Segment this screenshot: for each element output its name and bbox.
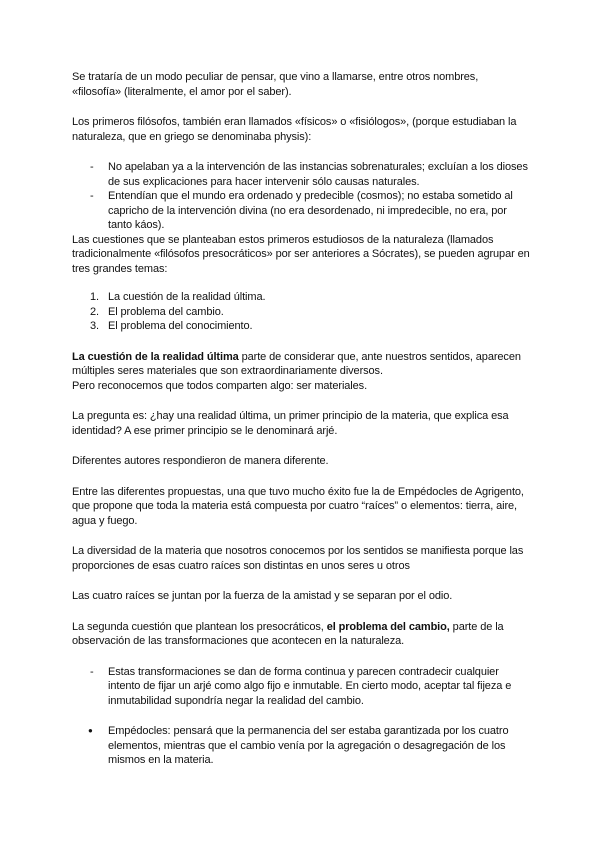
list-text: La cuestión de la realidad última. xyxy=(108,291,266,303)
bold-term: La cuestión de la realidad última xyxy=(72,350,239,363)
list-number: 3. xyxy=(90,320,99,332)
list-item xyxy=(72,305,530,320)
paragraph-text: parte de la observación de las transformaciones que acontecen en la naturaleza. xyxy=(72,620,504,647)
paragraph-raices: Las cuatro raíces se juntan por la fuerza de la amistad y se separan por el odio. xyxy=(72,590,453,602)
paragraph-autores: Diferentes autores respondieron de manera diferente. xyxy=(72,455,329,467)
list-text: El problema del cambio. xyxy=(108,305,224,318)
dash-list-characteristics xyxy=(72,160,530,233)
list-item: - Entendían que el mundo era ordenado y predecible (cosmos); no estaba sometido al capricho de la intervención divina (no era desordenado, ni impredecible, no era, por tanto káos). xyxy=(72,189,530,233)
list-item: ● Empédocles: pensará que la permanencia del ser estaba garantizada por los cuatro elementos, mientras que el cambio venía por la agregación o desagregación de los mismos en la materia. xyxy=(72,724,530,768)
paragraph-primeros-filosofos: Los primeros filósofos, también eran llamados «físicos» o «fisiólogos», (porque estudiaban la naturaleza, que en griego se denominaba physis): xyxy=(72,116,517,143)
paragraph-empedocles: Entre las diferentes propuestas, una que tuvo mucho éxito fue la de Empédocles de Agrigento, que propone que toda la materia está compuesta por cuatro “raíces” o elementos: tierra, aire, agua y fuego. xyxy=(72,485,524,527)
paragraph-cuestiones: Las cuestiones que se planteaban estos primeros estudiosos de la naturaleza (llamados tradicionalmente «filósofos presocráticos» por ser anteriores a Sócrates), se pueden agrupar en tres grandes temas: xyxy=(72,233,530,275)
paragraph-pregunta: La pregunta es: ¿hay una realidad última, un primer principio de la materia, que explica esa identidad? A ese primer principio se le denominará arjé. xyxy=(72,410,509,437)
numbered-list-temas xyxy=(72,290,530,334)
list-text: El problema del conocimiento. xyxy=(108,320,253,332)
list-item: - No apelaban ya a la intervención de las instancias sobrenaturales; excluían a los dioses de sus explicaciones para hacer intervenir sólo causas naturales. xyxy=(72,160,530,189)
list-item xyxy=(72,290,530,305)
list-item xyxy=(72,319,530,334)
paragraph-realidad-ultima xyxy=(72,350,530,394)
paragraph-text: Pero reconocemos que todos comparten algo: ser materiales. xyxy=(72,379,368,392)
paragraph-text: La segunda cuestión que plantean los presocráticos, xyxy=(72,620,327,633)
paragraph-cambio xyxy=(72,620,530,649)
paragraph-diversidad: La diversidad de la materia que nosotros conocemos por los sentidos se manifiesta porque las proporciones de esas cuatro raíces son distintas en unos seres u otros xyxy=(72,545,524,572)
list-number: 2. xyxy=(90,305,99,318)
list-number: 1. xyxy=(90,291,99,303)
bullet-list-empedocles xyxy=(72,724,530,768)
dash-list-transformaciones xyxy=(72,665,530,709)
paragraph-text: parte de considerar que, ante nuestros sentidos, aparecen múltiples seres materiales que son extraordinariamente diversos. xyxy=(72,350,521,377)
bold-term: el problema del cambio, xyxy=(326,620,450,633)
paragraph-filosofia: Se trataría de un modo peculiar de pensar, que vino a llamarse, entre otros nombres, «filosofía» (literalmente, el amor por el saber). xyxy=(72,71,479,98)
list-item: - Estas transformaciones se dan de forma continua y parecen contradecir cualquier intento de fijar un arjé como algo fijo e inmutable. En cierto modo, aceptar tal fijeza e inmutabilidad supondría negar la realidad del cambio. xyxy=(72,665,530,709)
